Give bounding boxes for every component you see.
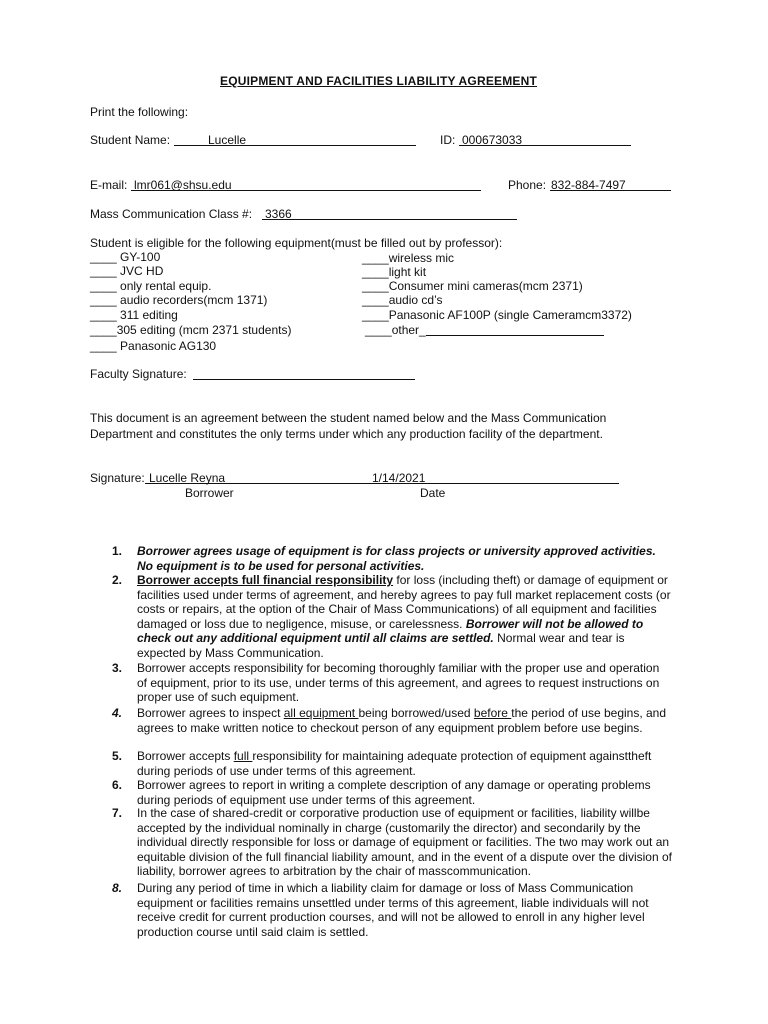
equipment-option[interactable]: ____Panasonic AF100P (single Cameramcm3372) (362, 308, 632, 322)
term-text: Borrower accepts responsibility for becoming thoroughly familiar with the proper use and operation of equipment, prior to its use, under terms of this agreement, and agrees to request instructions on proper use of such equipment. (137, 661, 660, 705)
faculty-signature-label: Faculty Signature: (90, 367, 187, 381)
faculty-signature-line[interactable] (193, 379, 415, 380)
term-text (137, 706, 672, 735)
term-text-part: the period of use begins, and agrees to make written notice to checkout person of any equipment problem before use begins. (137, 706, 667, 735)
term-number: 6. (112, 778, 123, 792)
date-caption: Date (420, 486, 446, 500)
term-text: During any period of time in which a liability claim for damage or loss of Mass Communication equipment or facilities remains unsettled under terms of this agreement, liable individuals will not receive credit for current production courses, and will not be allowed to enroll in any higher level production course until said claim is settled. (137, 881, 649, 939)
term-text-part: Borrower agrees to inspect (137, 706, 284, 720)
other-underline (426, 335, 604, 336)
equipment-option[interactable]: ____ 311 editing (90, 308, 178, 322)
term-underlined: all equipment (283, 706, 359, 720)
term-number: 7. (112, 806, 123, 820)
document-title: EQUIPMENT AND FACILITIES LIABILITY AGREEMENT (220, 74, 538, 88)
class-number-value[interactable]: 3366 (265, 207, 292, 221)
borrower-caption: Borrower (185, 486, 234, 500)
borrower-signature[interactable]: Lucelle Reyna (149, 471, 226, 485)
term-text: Borrower agrees usage of equipment is for class projects or university approved activities. No equipment is to be used for personal activities. (137, 544, 656, 573)
agreement-statement: Department and constitutes the only terms under which any production facility of the department. (90, 427, 603, 441)
term-number: 5. (112, 749, 123, 763)
equipment-option[interactable]: ____ JVC HD (90, 264, 164, 278)
term-text-part: Normal wear and tear is expected by Mass Communication. (137, 631, 625, 660)
equipment-option[interactable]: ____ audio recorders(mcm 1371) (90, 293, 268, 307)
phone-label: Phone: (508, 178, 547, 192)
email-label: E-mail: (90, 178, 128, 192)
term-text-part: for loss (including theft) or damage of equipment or facilities used under terms of agreement, and hereby agrees to pay full market replacement costs (or costs or repairs, at the option of the Chair of Mass Communications) of all equipment and facilities damaged or loss due to negligence, misuse, or carelessness. (137, 573, 671, 631)
student-id-value[interactable]: 000673033 (462, 133, 523, 147)
signature-date[interactable]: 1/14/2021 (372, 471, 426, 485)
equipment-option-other[interactable]: ____other_ (365, 323, 426, 337)
term-text: Borrower agrees to report in writing a complete description of any damage or operating problems during periods of equipment use under terms of this agreement. (137, 778, 651, 807)
signature-label: Signature: (90, 471, 145, 485)
term-number: 4. (112, 706, 123, 720)
phone-value[interactable]: 832-884-7497 (551, 178, 626, 192)
term-number: 2. (112, 573, 123, 587)
email-value[interactable]: lmr061@shsu.edu (134, 178, 232, 192)
equipment-option[interactable]: ____ GY-100 (90, 250, 161, 264)
term-text-part: being borrowed/used (358, 706, 474, 720)
term-text-part: responsibility for maintaining adequate protection of equipment againsttheft during periods of use under terms of this agreement. (137, 749, 652, 778)
agreement-statement: This document is an agreement between the student named below and the Mass Communication (90, 411, 607, 425)
student-name-value[interactable]: Lucelle (208, 133, 247, 147)
student-name-label: Student Name: (90, 133, 171, 147)
student-id-label: ID: (440, 133, 456, 147)
term-emphasis: Borrower will not be allowed to check out any additional equipment until all claims are settled. (137, 616, 644, 646)
term-text (137, 573, 672, 661)
class-number-label: Mass Communication Class #: (90, 207, 253, 221)
term-text: In the case of shared-credit or corporative production use of equipment or facilities, liability willbe accepted by the individual nominally in charge (customarily the director) and secondarily by the individual directly responsible for loss or damage of equipment or facilities. The two may work out an equitable division of the full financial liability amount, and in the event of a dispute over the division of liability, borrower agrees to arbitration by the chair of masscommunication. (137, 806, 672, 879)
equipment-option[interactable]: ____ Panasonic AG130 (90, 339, 217, 353)
term-number: 3. (112, 661, 123, 675)
equipment-option[interactable]: ____Consumer mini cameras(mcm 2371) (362, 279, 583, 293)
term-number: 8. (112, 881, 123, 895)
class-number-underline (262, 219, 517, 220)
equipment-option[interactable]: ____ only rental equip. (90, 279, 212, 293)
equipment-option[interactable]: ____light kit (362, 265, 427, 279)
term-text (137, 749, 672, 778)
print-instruction: Print the following: (90, 105, 189, 119)
equipment-heading: Student is eligible for the following equipment(must be filled out by professor): (90, 236, 503, 250)
term-underlined: full (233, 749, 253, 763)
term-emphasis: Borrower accepts full financial responsibility (137, 573, 394, 587)
equipment-option[interactable]: ____wireless mic (362, 251, 455, 265)
term-underlined: before (473, 706, 512, 720)
equipment-option[interactable]: ____305 editing (mcm 2371 students) (90, 323, 292, 337)
term-text-part: Borrower accepts (137, 749, 234, 763)
equipment-option[interactable]: ____audio cd’s (362, 293, 443, 307)
term-number: 1. (112, 544, 123, 558)
